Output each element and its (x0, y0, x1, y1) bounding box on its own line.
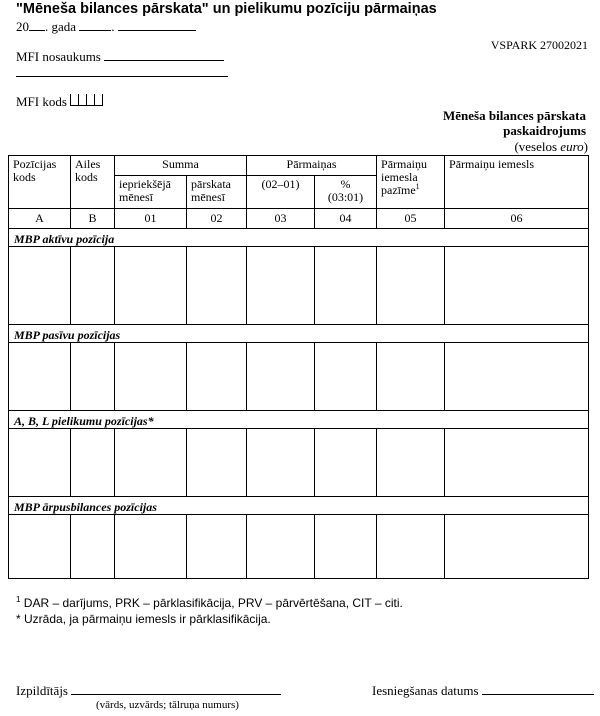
mfi-name-field[interactable] (104, 49, 224, 61)
section-aktivu: MBP aktīvu pozīcija (9, 229, 589, 247)
mfi-name-field-line2[interactable] (16, 62, 228, 77)
section-pielikumu: A, B, L pielikumu pozīcijas* (9, 411, 589, 429)
entry-cell[interactable] (445, 515, 589, 579)
entry-cell[interactable] (9, 429, 71, 497)
mfi-name-label: MFI nosaukums (16, 49, 101, 64)
date-separator: . (111, 19, 115, 34)
header-ailes-kods: Ailes kods (71, 156, 115, 209)
entry-cell[interactable] (71, 515, 115, 579)
entry-cell[interactable] (377, 343, 445, 411)
header-parmainu-pazime: Pārmaiņu iemesla pazīme$^1$ (377, 156, 445, 209)
code-cell: A (9, 209, 71, 229)
entry-cell[interactable] (315, 515, 377, 579)
report-heading-line1: Mēneša bilances pārskata (443, 108, 586, 123)
entry-cell[interactable] (445, 343, 589, 411)
footnote-2: * Uzrāda, ja pārmaiņu iemesls ir pārklasifikācija. (16, 612, 271, 626)
header-parskata-menesi: pārskata mēnesī (187, 176, 247, 209)
executor-field[interactable] (71, 683, 281, 695)
entry-cell[interactable] (9, 343, 71, 411)
code-cell: 06 (445, 209, 589, 229)
table-row (9, 343, 589, 411)
entry-cell[interactable] (71, 429, 115, 497)
code-cell: 02 (187, 209, 247, 229)
form-title: "Mēneša bilances pārskata" un pielikumu pozīciju pārmaiņas (16, 1, 437, 17)
submission-date-row (372, 683, 594, 699)
footnote-1: $^1$ DAR – darījums, PRK – pārklasifikācija, PRV – pārvērtēšana, CIT – citi. (16, 595, 403, 610)
entry-cell[interactable] (187, 515, 247, 579)
entry-cell[interactable] (187, 343, 247, 411)
date-line (16, 19, 196, 35)
header-percent: % (03:01) (315, 176, 377, 209)
code-cell: 03 (247, 209, 315, 229)
header-diff: (02–01) (247, 176, 315, 209)
report-heading-line2: paskaidrojums (503, 123, 586, 138)
executor-label: Izpildītājs (16, 683, 68, 698)
entry-cell[interactable] (187, 429, 247, 497)
entry-cell[interactable] (377, 247, 445, 325)
code-cell: B (71, 209, 115, 229)
header-parmainu-iemesls: Pārmaiņu iemesls (445, 156, 589, 209)
submission-date-label: Iesniegšanas datums (372, 683, 479, 698)
month-blank[interactable] (118, 19, 196, 31)
entry-cell[interactable] (445, 429, 589, 497)
code-cell: 05 (377, 209, 445, 229)
entry-cell[interactable] (9, 247, 71, 325)
entry-cell[interactable] (377, 429, 445, 497)
entry-cell[interactable] (315, 429, 377, 497)
year-blank[interactable] (29, 19, 45, 31)
entry-cell[interactable] (115, 429, 187, 497)
mfi-code-label: MFI kods (16, 94, 67, 109)
unit-note: (veselos euro) (514, 139, 588, 154)
changes-table (8, 155, 589, 579)
header-ieprieksja-menesi: iepriekšējā mēnesī (115, 176, 187, 209)
table-row (9, 429, 589, 497)
report-heading (443, 108, 586, 138)
day-blank[interactable] (79, 19, 111, 31)
entry-cell[interactable] (9, 515, 71, 579)
executor-row (16, 683, 281, 699)
code-cell: 01 (115, 209, 187, 229)
mfi-code-row (16, 94, 103, 110)
entry-cell[interactable] (115, 247, 187, 325)
entry-cell[interactable] (315, 247, 377, 325)
table-row (9, 247, 589, 325)
header-summa: Summa (115, 156, 247, 176)
executor-hint: (vārds, uzvārds; tālruņa numurs) (96, 699, 239, 711)
year-prefix: 20 (16, 19, 29, 34)
form-code: VSPARK 27002021 (490, 38, 588, 52)
header-parmainas: Pārmaiņas (247, 156, 377, 176)
entry-cell[interactable] (71, 247, 115, 325)
header-pozicijas-kods: Pozīcijas kods (9, 156, 71, 209)
entry-cell[interactable] (187, 247, 247, 325)
entry-cell[interactable] (247, 515, 315, 579)
entry-cell[interactable] (377, 515, 445, 579)
entry-cell[interactable] (115, 515, 187, 579)
entry-cell[interactable] (71, 343, 115, 411)
entry-cell[interactable] (115, 343, 187, 411)
gada-label: . gada (45, 19, 77, 34)
table-row (9, 515, 589, 579)
section-arpusbilances: MBP ārpusbilances pozīcijas (9, 497, 589, 515)
submission-date-field[interactable] (482, 683, 594, 695)
code-cell: 04 (315, 209, 377, 229)
entry-cell[interactable] (315, 343, 377, 411)
entry-cell[interactable] (247, 343, 315, 411)
mfi-code-boxes[interactable] (70, 94, 103, 109)
code-row (9, 209, 589, 229)
section-pasivu: MBP pasīvu pozīcijas (9, 325, 589, 343)
entry-cell[interactable] (247, 247, 315, 325)
entry-cell[interactable] (247, 429, 315, 497)
entry-cell[interactable] (445, 247, 589, 325)
